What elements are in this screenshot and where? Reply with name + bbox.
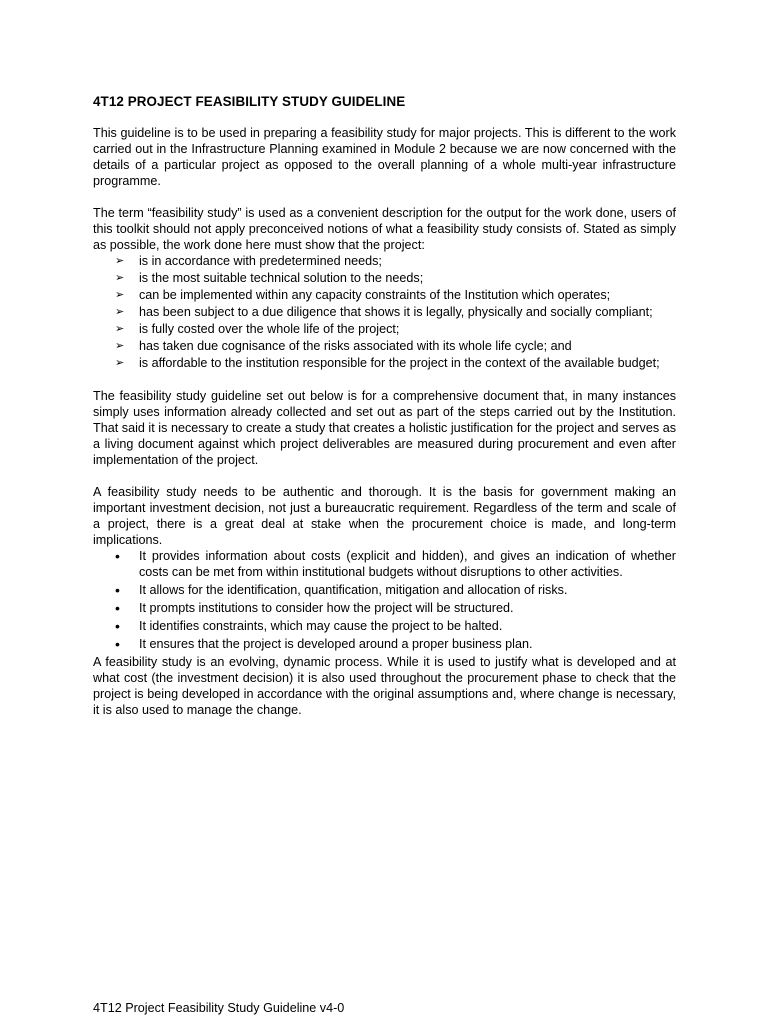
list-item: • It identifies constraints, which may cause the project to be halted. [115,618,503,634]
arrow-bullet-icon: ➢ [115,340,125,352]
benefits-list [93,548,676,652]
guideline-paragraph: The feasibility study guideline set out below is for a comprehensive document that, in many instances simply uses information already collected and set out as part of the steps carried out by the Institution. That said it is necessary to create a study that creates a holistic justification for the project and serves as a living document against which project deliverables are measured during procurement and even after implementation of the project. [93,389,676,467]
list-item: ➢ has been subject to a due diligence that shows it is legally, physically and socially compliant; [115,305,653,319]
bullet-icon: • [115,548,120,564]
arrow-bullet-icon: ➢ [115,357,125,369]
arrow-bullet-icon: ➢ [115,289,125,301]
spacer [93,189,676,205]
page-footer: 4T12 Project Feasibility Study Guideline v4-0 [93,1001,345,1015]
spacer [93,468,676,484]
arrow-bullet-icon: ➢ [115,306,125,318]
intro-paragraph: This guideline is to be used in preparing a feasibility study for major projects. This is different to the work carried out in the Infrastructure Planning examined in Module 2 because we are now concerned with the details of a particular project as opposed to the overall planning of a whole multi-year infrastructure programme. [93,126,676,188]
arrow-bullet-icon: ➢ [115,272,125,284]
arrow-bullet-icon: ➢ [115,255,125,267]
list-item: ➢ is the most suitable technical solution to the needs; [115,271,424,285]
list-item: • It prompts institutions to consider how the project will be structured. [115,600,514,616]
bullet-icon: • [115,582,120,598]
spacer [93,372,676,388]
term-paragraph: The term “feasibility study” is used as a convenient description for the output for the work done, users of this toolkit should not apply preconceived notions of what a feasibility study consists of. Stated as simply as possible, the work done here must show that the project: [93,206,676,252]
list-item: • It allows for the identification, quantification, mitigation and allocation of risks. [115,582,568,598]
document-title: 4T12 PROJECT FEASIBILITY STUDY GUIDELINE [93,94,406,109]
project-criteria-list [93,253,676,371]
evolving-process-paragraph: A feasibility study is an evolving, dynamic process. While it is used to justify what is developed and at what cost (the investment decision) it is also used throughout the procurement phase to check that the project is being developed in accordance with the original assumptions and, where change is necessary, it is also used to manage the change. [93,655,676,717]
list-item: • It ensures that the project is developed around a proper business plan. [115,636,533,652]
arrow-bullet-icon: ➢ [115,323,125,335]
bullet-icon: • [115,618,120,634]
list-item: • It provides information about costs (explicit and hidden), and gives an indication of whether costs can be met from within institutional budgets without disruptions to other activities. [115,548,676,579]
bullet-icon: • [115,636,120,652]
list-item: ➢ is affordable to the institution responsible for the project in the context of the available budget; [115,356,660,370]
document-page [93,94,676,718]
list-item: ➢ has taken due cognisance of the risks associated with its whole life cycle; and [115,339,572,353]
list-item: ➢ is fully costed over the whole life of the project; [115,322,400,336]
list-item: ➢ can be implemented within any capacity constraints of the Institution which operates; [115,288,611,302]
list-item: ➢ is in accordance with predetermined needs; [115,254,382,268]
bullet-icon: • [115,600,120,616]
authenticity-paragraph: A feasibility study needs to be authentic and thorough. It is the basis for government making an important investment decision, not just a bureaucratic requirement. Regardless of the term and scale of a project, there is a great deal at stake when the procurement choice is made, and long-term implications. [93,485,676,547]
